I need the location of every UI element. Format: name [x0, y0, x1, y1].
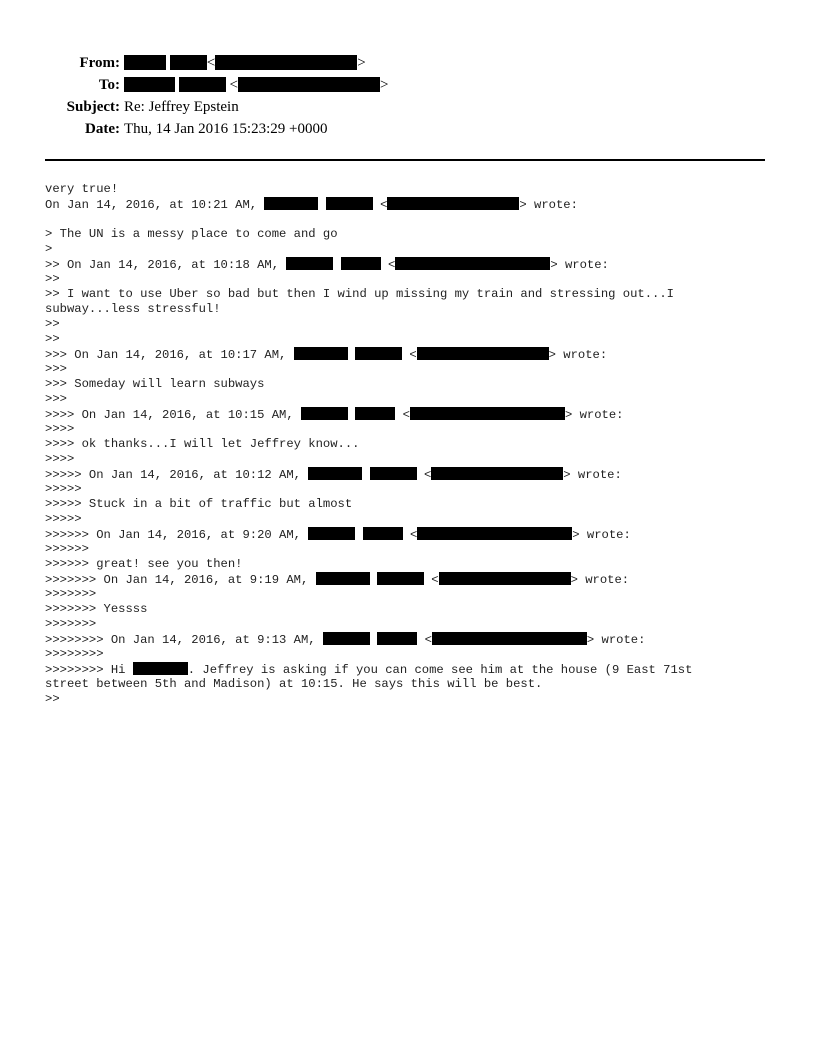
- to-value: < >: [124, 75, 388, 95]
- body-line: subway...less stressful!: [45, 302, 221, 316]
- redacted-block: [215, 55, 357, 70]
- body-line: >>>>>>>> Hi . Jeffrey is asking if you can come see him at the house (9 East 71st: [45, 663, 693, 677]
- redacted-block: [370, 467, 417, 480]
- to-label: To:: [98, 77, 120, 93]
- body-line: >>>>>>>>: [45, 647, 104, 661]
- redacted-block: [377, 632, 417, 645]
- body-line: >>>>>>>> On Jan 14, 2016, at 9:13 AM, < > wrote:: [45, 633, 646, 647]
- body-line: >>>> ok thanks...I will let Jeffrey know...: [45, 437, 360, 451]
- body-line: On Jan 14, 2016, at 10:21 AM, < > wrote:: [45, 198, 578, 212]
- body-line: >>>>>> great! see you then!: [45, 557, 243, 571]
- redacted-block: [124, 77, 175, 92]
- redacted-block: [179, 77, 226, 92]
- redacted-block: [432, 632, 587, 645]
- redacted-block: [431, 467, 563, 480]
- body-line: >>>>>>>: [45, 617, 97, 631]
- body-line: >>>>> On Jan 14, 2016, at 10:12 AM, < > wrote:: [45, 468, 622, 482]
- body-line: street between 5th and Madison) at 10:15. He says this will be best.: [45, 677, 543, 691]
- body-line: >>>>> Stuck in a bit of traffic but almost: [45, 497, 353, 511]
- redacted-block: [316, 572, 370, 585]
- from-value: < >: [124, 53, 366, 73]
- redacted-block: [355, 347, 402, 360]
- body-line: > The UN is a messy place to come and go: [45, 227, 338, 241]
- body-line: >> I want to use Uber so bad but then I wind up missing my train and stressing out...I: [45, 287, 674, 301]
- date-value: Thu, 14 Jan 2016 15:23:29 +0000: [124, 121, 328, 137]
- subject-label: Subject:: [66, 99, 120, 115]
- redacted-block: [439, 572, 571, 585]
- body-line: >>>> On Jan 14, 2016, at 10:15 AM, < > wrote:: [45, 408, 624, 422]
- redacted-block: [286, 257, 333, 270]
- redacted-block: [326, 197, 373, 210]
- body-line: >>>>>>> On Jan 14, 2016, at 9:19 AM, < > wrote:: [45, 573, 630, 587]
- body-line: >>: [45, 272, 60, 286]
- body-line: [45, 212, 770, 227]
- redacted-block: [341, 257, 381, 270]
- redacted-block: [308, 527, 355, 540]
- redacted-block: [170, 55, 207, 70]
- body-line: >>>: [45, 392, 67, 406]
- body-line: >>>>>>> Yessss: [45, 602, 148, 616]
- redacted-block: [417, 347, 549, 360]
- body-line: >>>: [45, 362, 67, 376]
- redacted-block: [387, 197, 519, 210]
- body-line: >>>>>>>: [45, 587, 97, 601]
- redacted-block: [133, 662, 188, 675]
- body-line: >>>>>: [45, 512, 82, 526]
- body-line: >>>>: [45, 422, 75, 436]
- body-line: >> On Jan 14, 2016, at 10:18 AM, < > wrote:: [45, 258, 609, 272]
- body-line: >>>>>> On Jan 14, 2016, at 9:20 AM, < > wrote:: [45, 528, 631, 542]
- body-line: >>>>>: [45, 482, 82, 496]
- body-line: >: [45, 242, 53, 256]
- body-line: >>> Someday will learn subways: [45, 377, 265, 391]
- redacted-block: [363, 527, 403, 540]
- body-line: very true!: [45, 182, 119, 196]
- body-line: >>: [45, 317, 60, 331]
- from-label: From:: [79, 55, 120, 71]
- redacted-block: [395, 257, 550, 270]
- body-line: >>: [45, 332, 60, 346]
- redacted-block: [264, 197, 318, 210]
- redacted-block: [377, 572, 424, 585]
- redacted-block: [308, 467, 362, 480]
- header-divider: [45, 159, 765, 161]
- redacted-block: [301, 407, 348, 420]
- body-line: >>: [45, 692, 60, 706]
- redacted-block: [238, 77, 380, 92]
- redacted-block: [410, 407, 565, 420]
- body-line: >>>>: [45, 452, 75, 466]
- body-line: >>>>>>: [45, 542, 89, 556]
- redacted-block: [355, 407, 395, 420]
- redacted-block: [323, 632, 370, 645]
- redacted-block: [417, 527, 572, 540]
- redacted-block: [294, 347, 348, 360]
- email-body: [45, 182, 770, 707]
- subject-value: Re: Jeffrey Epstein: [124, 99, 239, 115]
- date-label: Date:: [85, 121, 120, 137]
- redacted-block: [124, 55, 166, 70]
- body-line: >>> On Jan 14, 2016, at 10:17 AM, < > wrote:: [45, 348, 608, 362]
